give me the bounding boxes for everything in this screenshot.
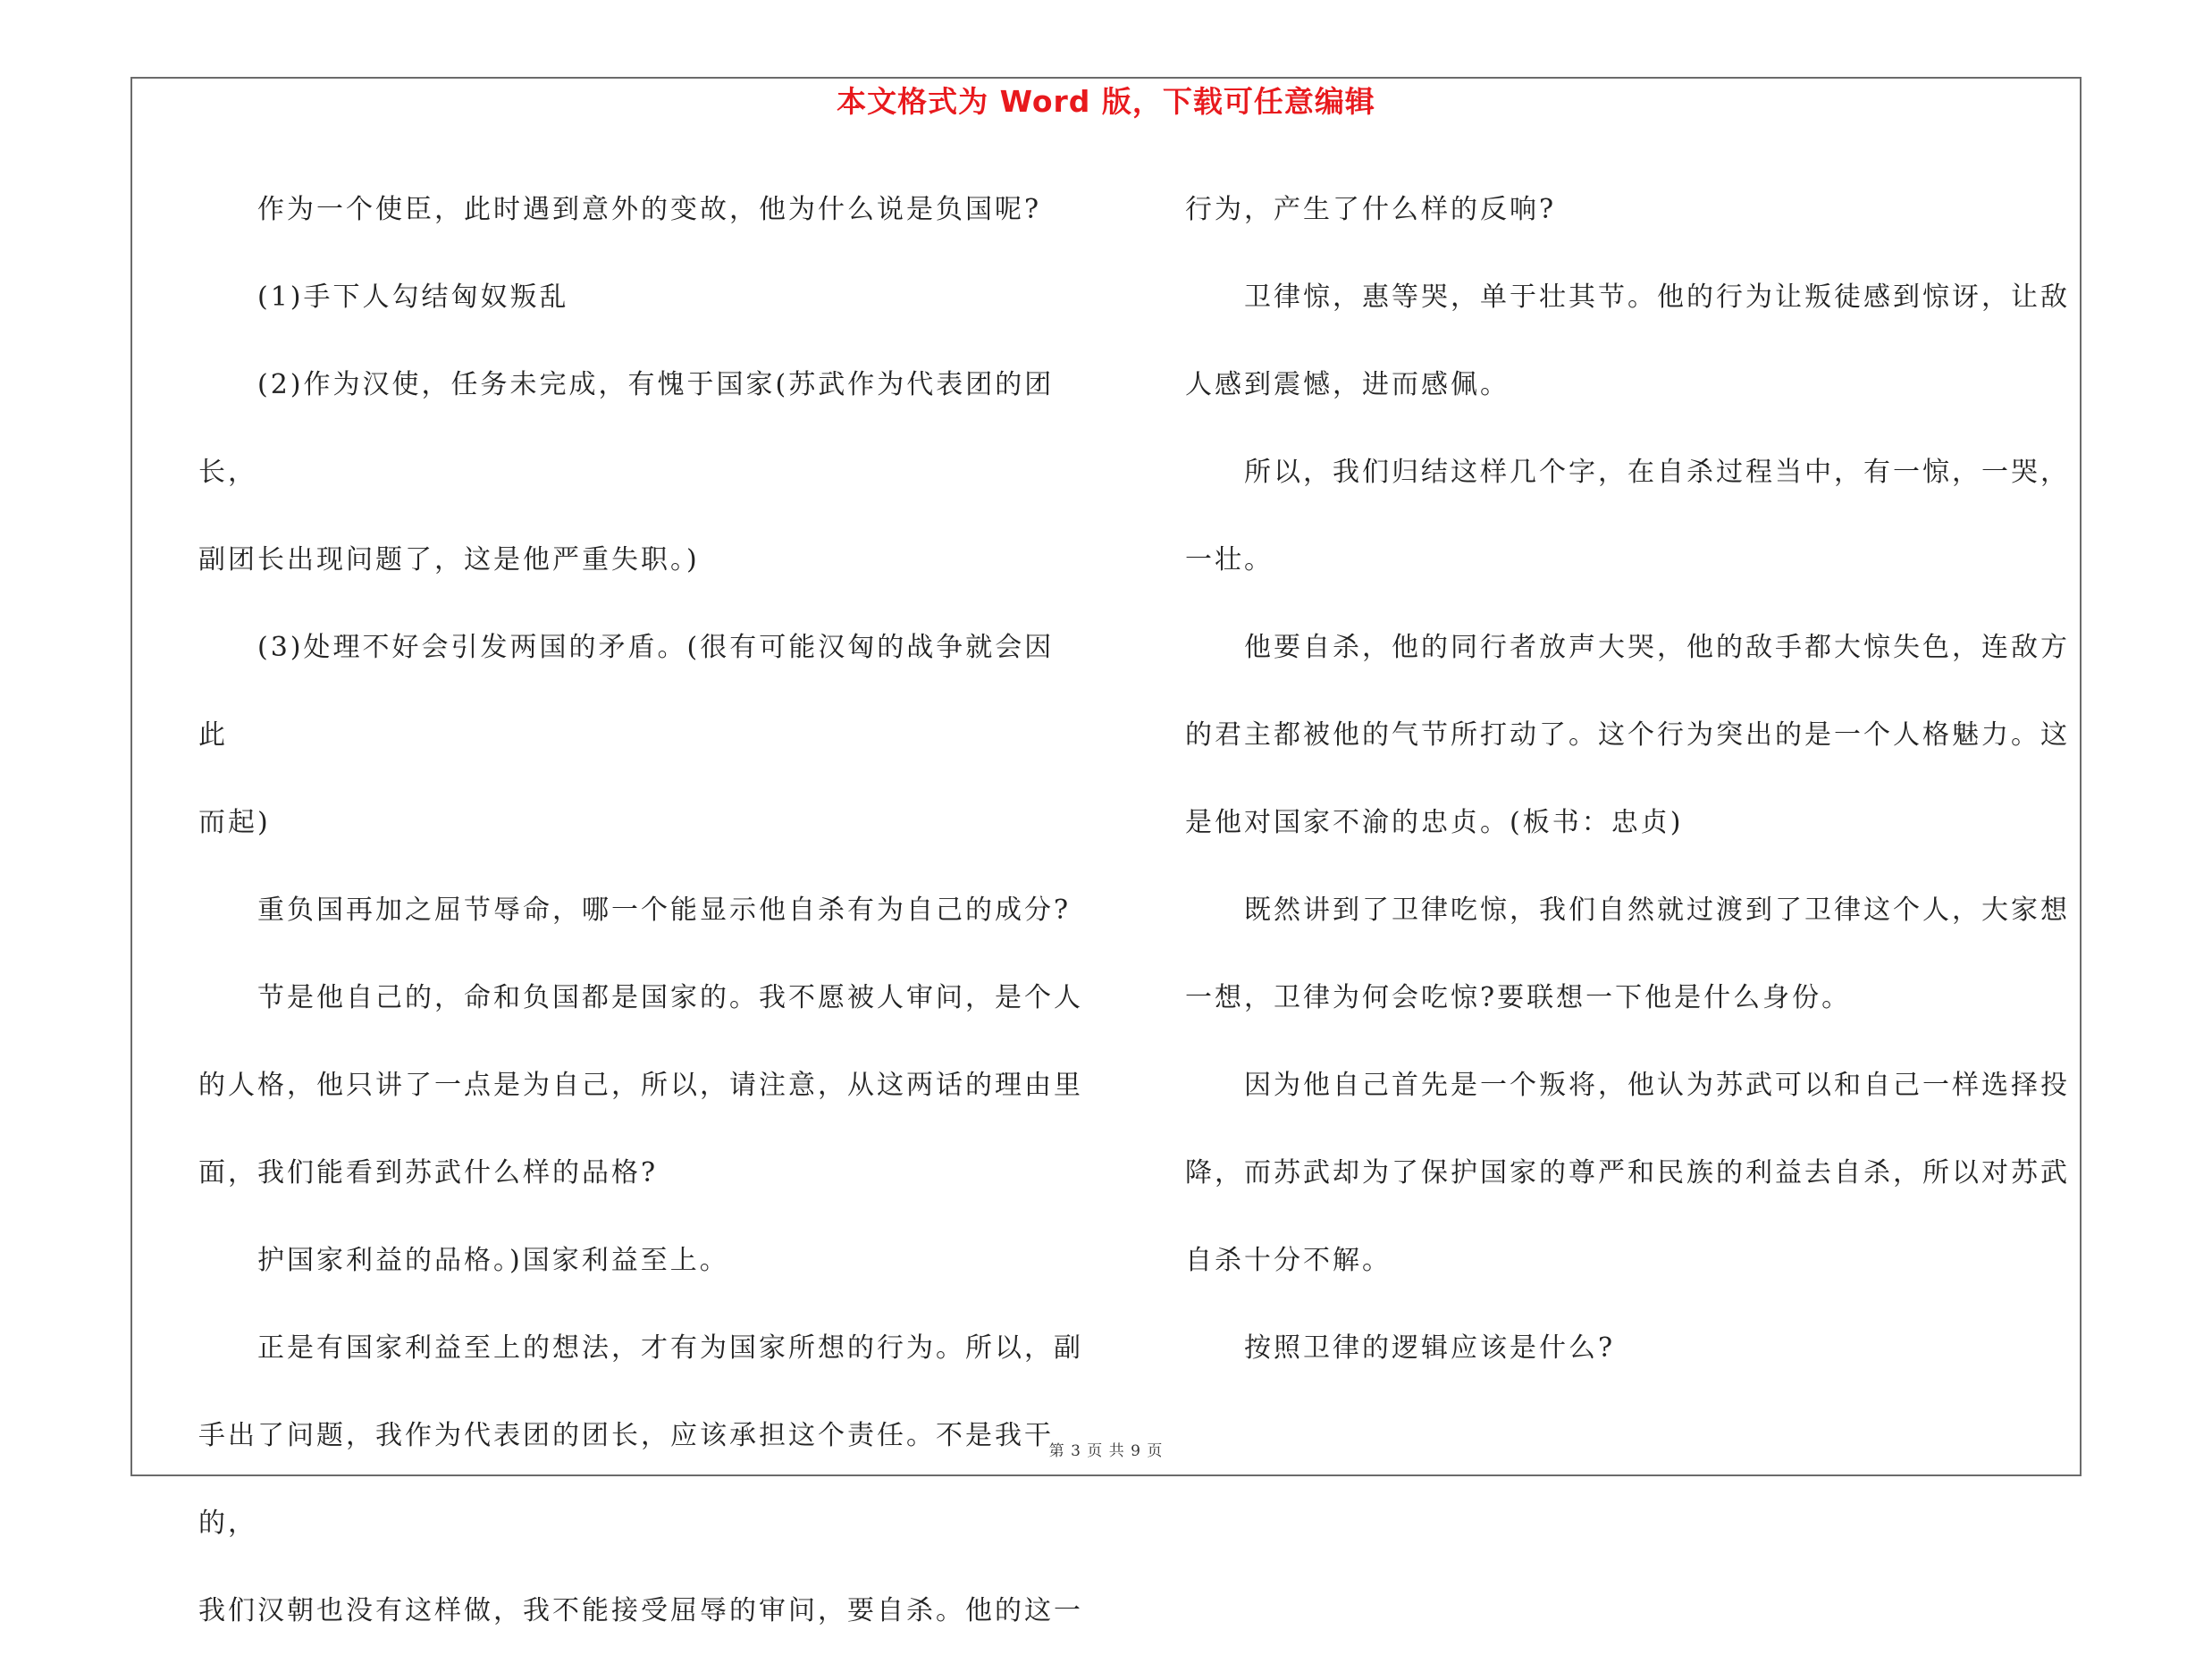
text-line: 我们汉朝也没有这样做，我不能接受屈辱的审问，要自杀。他的这一: [198, 1595, 1083, 1626]
text-line: 护国家利益的品格。)国家利益至上。: [257, 1245, 729, 1276]
text-line: (2)作为汉使，任务未完成，有愧于国家(苏武作为代表团的团长，: [198, 369, 1055, 488]
text-line: (1)手下人勾结匈奴叛乱: [257, 281, 569, 313]
text-line: 降，而苏武却为了保护国家的尊严和民族的利益去自杀，所以对苏武: [1185, 1157, 2070, 1189]
text-line: 而起): [198, 807, 271, 838]
text-line: 副团长出现问题了，这是他严重失职。): [198, 544, 700, 575]
text-line: 人感到震憾，进而感佩。: [1185, 369, 1510, 400]
word-format-banner: 本文格式为 Word 版，下载可任意编辑: [837, 84, 1375, 119]
right-text-column: [1185, 166, 2079, 1392]
text-line: 按照卫律的逻辑应该是什么?: [1244, 1332, 1616, 1364]
text-line: 自杀十分不解。: [1185, 1245, 1392, 1276]
text-line: 是他对国家不渝的忠贞。(板书：忠贞): [1185, 807, 1684, 838]
text-line: 卫律惊，惠等哭，单于壮其节。他的行为让叛徒感到惊讶，让敌: [1244, 281, 2070, 313]
text-line: 手出了问题，我作为代表团的团长，应该承担这个责任。不是我干的，: [198, 1420, 1054, 1539]
text-line: 的君主都被他的气节所打动了。这个行为突出的是一个人格魅力。这: [1185, 719, 2070, 751]
text-line: 他要自杀，他的同行者放声大哭，他的敌手都大惊失色，连敌方: [1244, 632, 2070, 663]
text-line: (3)处理不好会引发两国的矛盾。(很有可能汉匈的战争就会因此: [198, 632, 1055, 751]
text-line: 节是他自己的，命和负国都是国家的。我不愿被人审问，是个人: [257, 982, 1083, 1013]
left-text-column: [198, 166, 1083, 1655]
text-line: 面，我们能看到苏武什么样的品格?: [198, 1157, 659, 1189]
text-line: 一壮。: [1185, 544, 1274, 575]
text-line: 一想，卫律为何会吃惊?要联想一下他是什么身份。: [1185, 982, 1852, 1013]
text-line: 行为，产生了什么样的反响?: [1185, 194, 1557, 225]
page-number: 第 3 页 共 9 页: [1048, 1442, 1164, 1460]
text-line: 因为他自己首先是一个叛将，他认为苏武可以和自己一样选择投: [1244, 1070, 2070, 1101]
text-line: 重负国再加之屈节辱命，哪一个能显示他自杀有为自己的成分?: [257, 895, 1072, 926]
text-line: 作为一个使臣，此时遇到意外的变故，他为什么说是负国呢?: [257, 194, 1042, 225]
text-line: 正是有国家利益至上的想法，才有为国家所想的行为。所以，副: [257, 1332, 1083, 1364]
text-line: 既然讲到了卫律吃惊，我们自然就过渡到了卫律这个人，大家想: [1244, 895, 2070, 926]
text-line: 所以，我们归结这样几个字，在自杀过程当中，有一惊，一哭，: [1244, 457, 2070, 488]
text-line: 的人格，他只讲了一点是为自己，所以，请注意，从这两话的理由里: [198, 1070, 1083, 1101]
